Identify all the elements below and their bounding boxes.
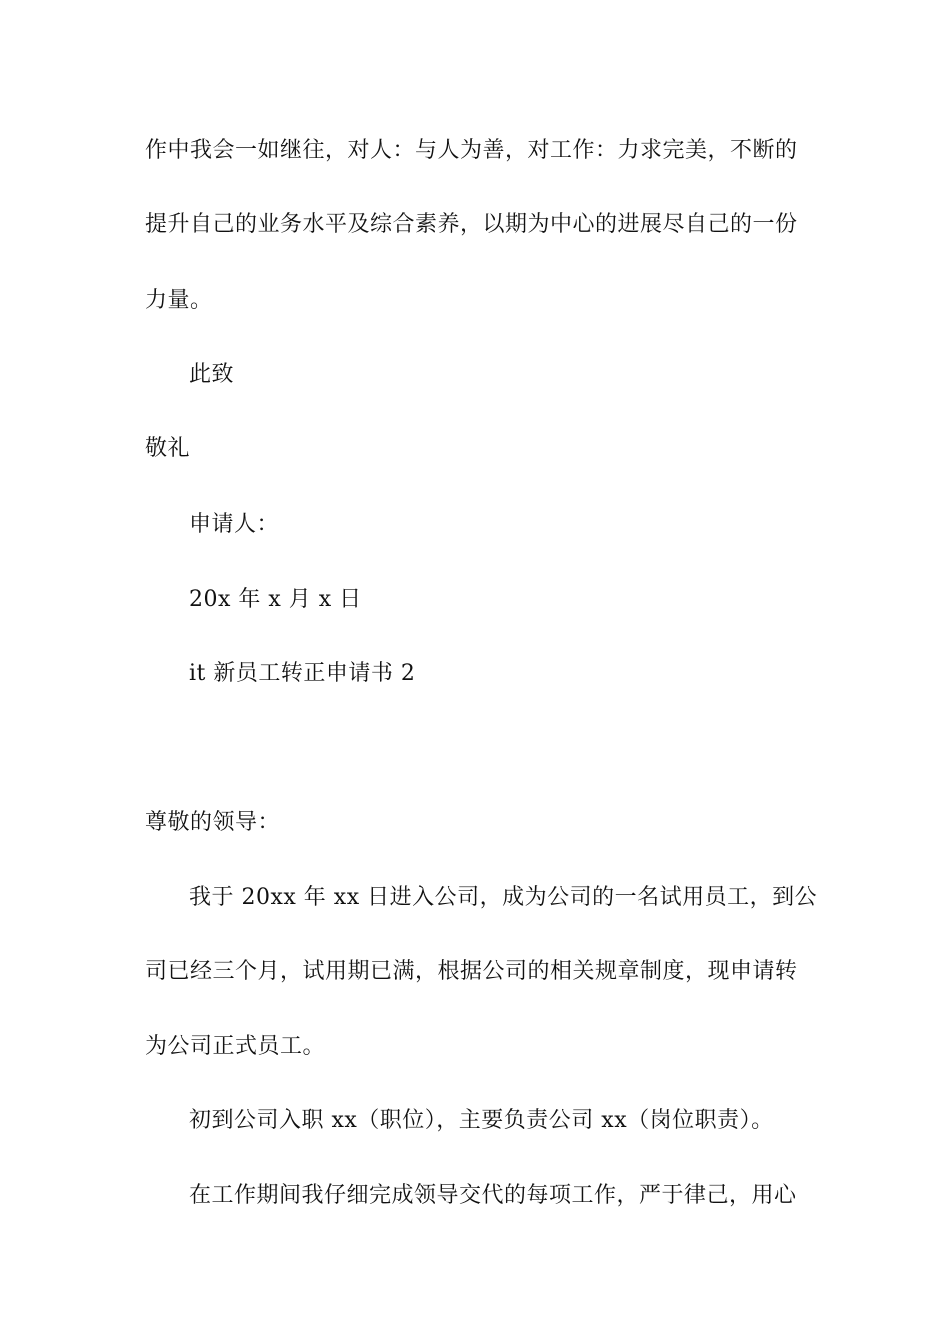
greeting: 尊敬的领导： xyxy=(145,810,281,835)
closing-regards: 敬礼 xyxy=(145,436,191,461)
date-line: 20x 年 x 月 x 日 xyxy=(189,587,362,612)
paragraph-line: 初到公司入职 xx（职位），主要负责公司 xx（岗位职责）。 xyxy=(189,1108,774,1133)
paragraph-line: 为公司正式员工。 xyxy=(145,1034,326,1059)
paragraph-line: 力量。 xyxy=(145,288,213,313)
document-heading: it 新员工转正申请书 2 xyxy=(189,661,416,686)
applicant-label: 申请人： xyxy=(189,512,280,537)
paragraph-line: 作中我会一如继往，对人：与人为善，对工作：力求完美，不断的 xyxy=(145,138,798,163)
closing-salutation: 此致 xyxy=(189,362,235,387)
paragraph-line: 司已经三个月，试用期已满，根据公司的相关规章制度，现申请转 xyxy=(145,959,798,984)
paragraph-line: 提升自己的业务水平及综合素养，以期为中心的进展尽自己的一份 xyxy=(145,212,798,237)
paragraph-line: 在工作期间我仔细完成领导交代的每项工作，严于律己，用心 xyxy=(189,1183,797,1208)
paragraph-line: 我于 20xx 年 xx 日进入公司，成为公司的一名试用员工，到公 xyxy=(189,885,818,910)
